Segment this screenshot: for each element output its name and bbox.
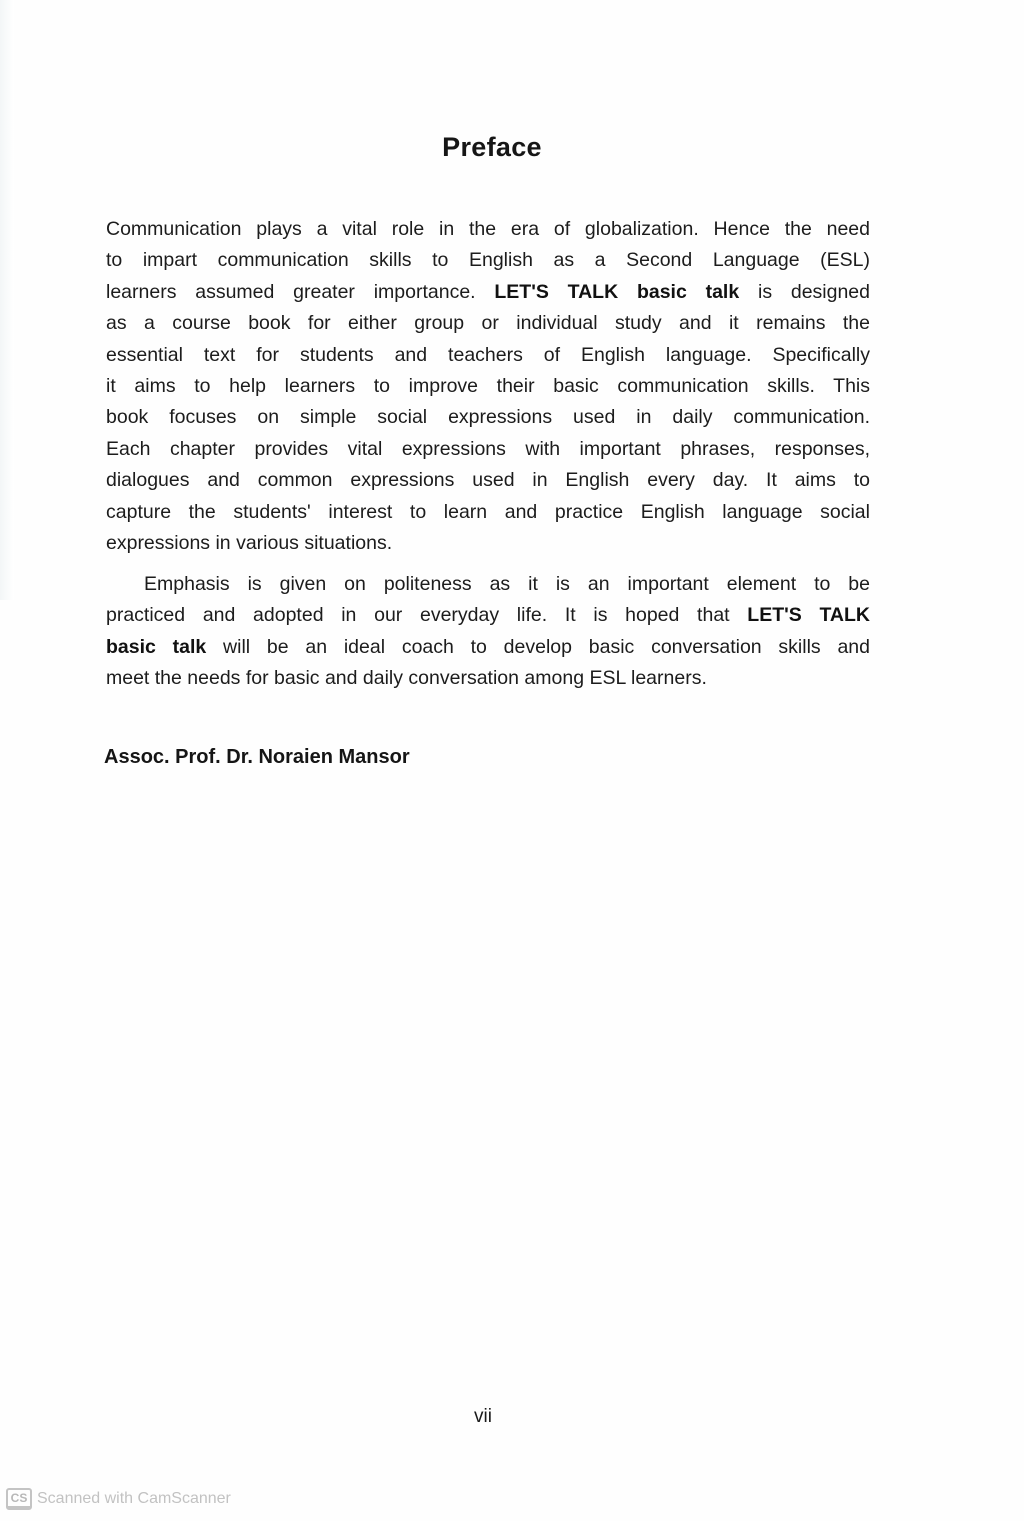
text-segment: essential text for students and teachers of English language. Specifically (106, 343, 870, 366)
text-segment: as a course book for either group or individual study and it remains the (106, 312, 870, 335)
text-line (106, 434, 870, 465)
text-segment: Each chapter provides vital expressions with important phrases, responses, (106, 437, 870, 460)
text-line (106, 340, 870, 371)
text-segment: dialogues and common expressions used in English every day. It aims to (106, 469, 870, 492)
text-segment: Emphasis is given on politeness as it is an important element to be (144, 573, 870, 595)
page-number: vii (474, 1406, 492, 1427)
text-line (106, 277, 870, 308)
text-line (106, 214, 870, 245)
author-signature: Assoc. Prof. Dr. Noraien Mansor (104, 746, 410, 768)
text-line (106, 569, 870, 600)
text-segment: it aims to help learners to improve their basic communication skills. This (106, 374, 870, 397)
page-title: Preface (442, 132, 542, 162)
text-segment: to impart communication skills to English as a Second Language (ESL) (106, 249, 870, 272)
scan-edge-shadow (0, 0, 14, 600)
paragraph-2 (106, 569, 870, 695)
text-segment: expressions in various situations. (106, 531, 393, 554)
text-line (106, 497, 870, 528)
text-segment: learners assumed greater importance. (106, 280, 495, 303)
text-segment: capture the students' interest to learn and practice English language social (106, 500, 870, 523)
text-line (106, 600, 870, 631)
text-line (106, 371, 870, 402)
book-title-emphasis: LET'S TALK (747, 604, 870, 627)
text-line (106, 528, 870, 559)
text-segment: book focuses on simple social expressions used in daily communication. (106, 406, 870, 429)
text-segment: is designed (739, 280, 870, 303)
text-line (106, 308, 870, 339)
text-line (106, 465, 870, 496)
book-title-emphasis: LET'S TALK basic talk (494, 280, 740, 303)
text-segment: Communication plays a vital role in the era of globalization. Hence the need (106, 218, 870, 240)
watermark-text: Scanned with CamScanner (37, 1490, 231, 1507)
text-segment: will be an ideal coach to develop basic conversation skills and (206, 635, 870, 658)
text-segment: practiced and adopted in our everyday life. It is hoped that (106, 604, 748, 627)
text-segment: meet the needs for basic and daily conversation among ESL learners. (106, 667, 707, 690)
camscanner-logo-icon: CS (6, 1488, 32, 1510)
text-line (106, 663, 870, 694)
text-line (106, 402, 870, 433)
paragraph-1 (106, 214, 870, 559)
book-title-emphasis: basic talk (106, 635, 207, 658)
text-line (106, 245, 870, 276)
text-line (106, 632, 870, 663)
camscanner-watermark (6, 1488, 231, 1510)
